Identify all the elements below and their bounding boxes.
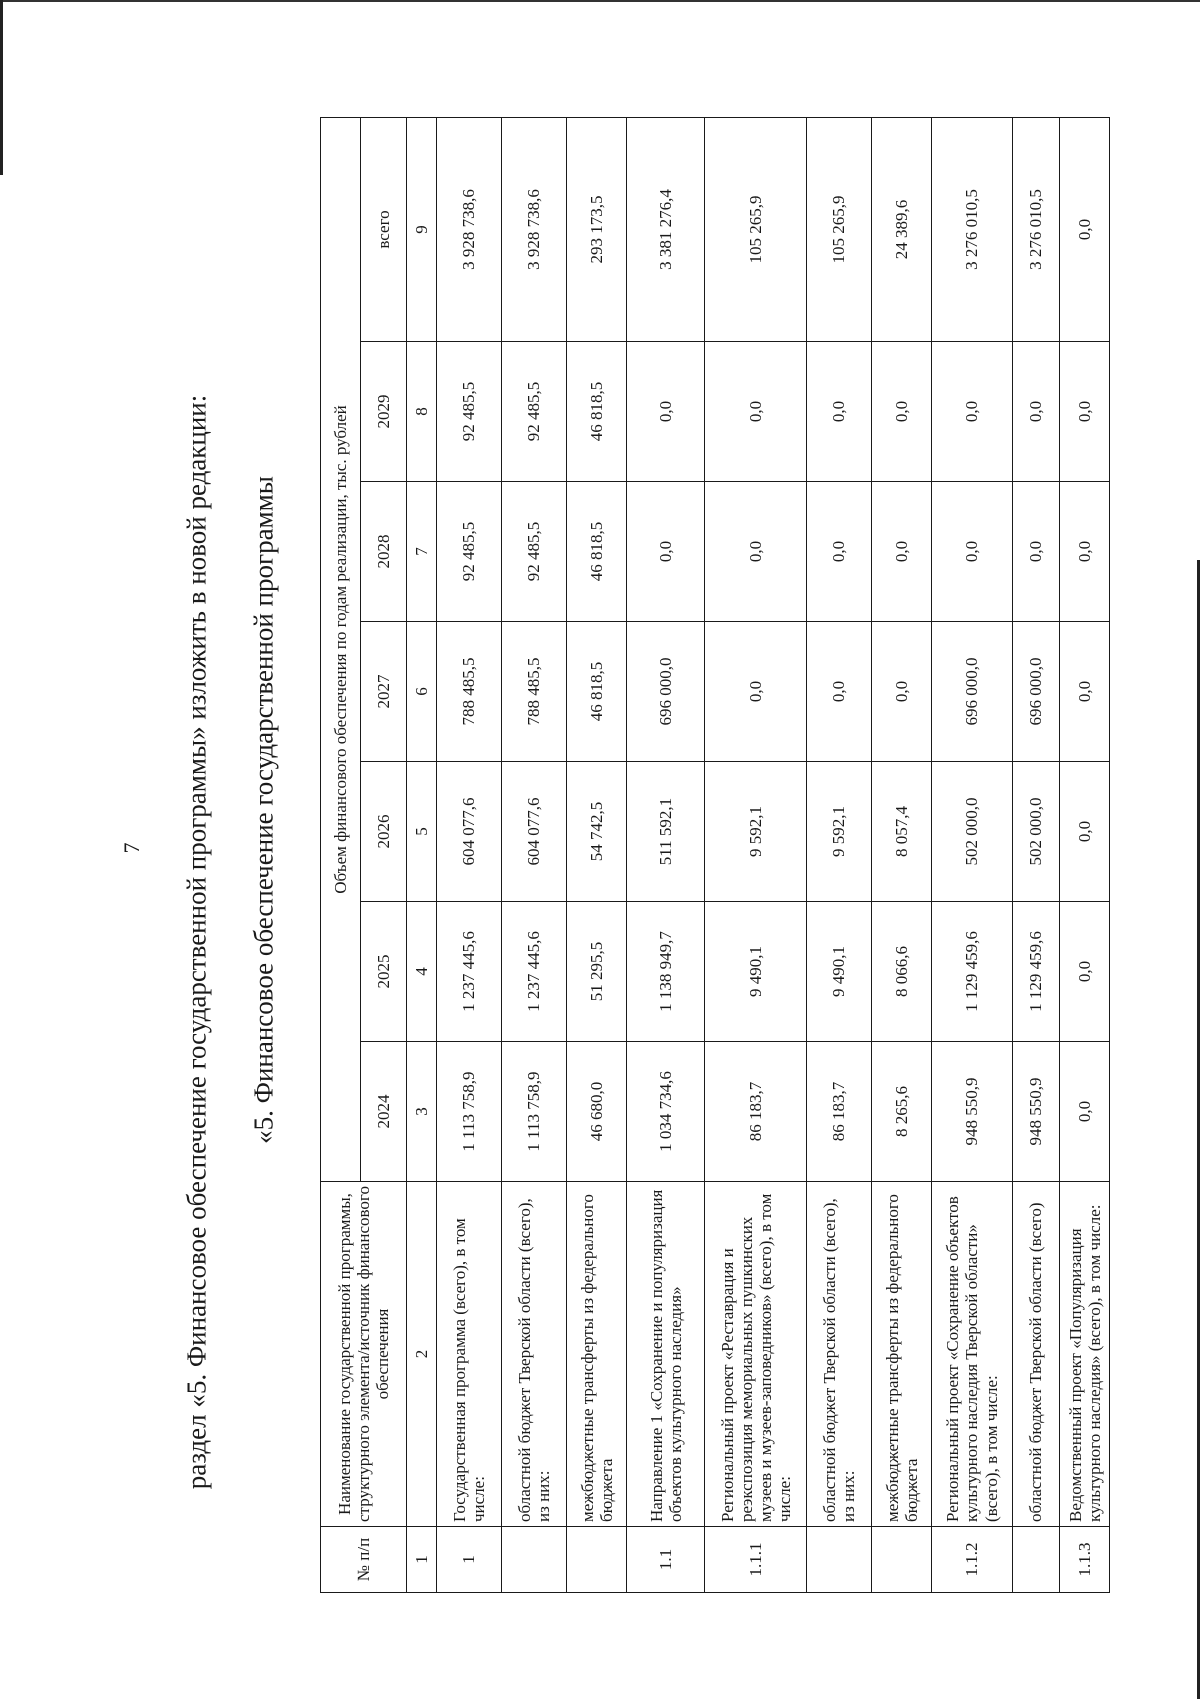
value-cell: 1 237 445,6 [501,902,566,1042]
value-cell: 0,0 [1060,622,1110,762]
value-cell: 3 276 010,5 [932,117,1012,341]
table-row [566,117,627,1592]
value-cell: 0,0 [627,482,705,622]
value-cell: 92 485,5 [437,342,502,482]
row-number-cell [501,1527,566,1593]
value-cell: 46 818,5 [566,622,627,762]
value-cell: 604 077,6 [437,762,502,902]
value-cell: 0,0 [1012,482,1060,622]
value-cell: 0,0 [627,342,705,482]
value-cell: 0,0 [871,342,932,482]
value-cell: 0,0 [1060,482,1110,622]
value-cell: 0,0 [705,622,807,762]
value-cell: 0,0 [871,622,932,762]
page-number: 7 [119,842,144,854]
value-cell: 788 485,5 [437,622,502,762]
value-cell: 8 066,6 [871,902,932,1042]
value-cell: 46 818,5 [566,342,627,482]
table-row [871,117,932,1592]
value-cell: 502 000,0 [1012,762,1060,902]
value-cell: 1 034 734,6 [627,1042,705,1182]
value-cell: 1 113 758,9 [501,1042,566,1182]
row-number-cell [1012,1527,1060,1593]
value-cell: 0,0 [871,482,932,622]
year-header: всего [361,117,407,341]
year-header: 2028 [361,482,407,622]
row-number-cell: 1.1 [627,1527,705,1593]
section-title: «5. Финансовое обеспечение государственной программы [248,476,279,1144]
value-cell: 0,0 [932,342,1012,482]
financing-table-container [320,118,1110,1593]
value-cell: 8 265,6 [871,1042,932,1182]
table-row [932,117,1012,1592]
column-index-cell: 4 [407,902,437,1042]
column-index-cell: 3 [407,1042,437,1182]
value-cell: 0,0 [1060,902,1110,1042]
row-name-cell: Региональный проект «Сохранение объектов культурного наследия Тверской области» (всего), в том числе: [932,1182,1012,1527]
header-financing-volume: Объем финансового обеспечения по годам реализации, тыс. рублей [321,117,361,1181]
scan-edge-top [0,0,1200,2]
value-cell: 9 490,1 [705,902,807,1042]
row-name-cell: областной бюджет Тверской области (всего), из них: [501,1182,566,1527]
value-cell: 92 485,5 [501,482,566,622]
value-cell: 9 490,1 [806,902,871,1042]
column-index-cell: 8 [407,342,437,482]
value-cell: 1 113 758,9 [437,1042,502,1182]
value-cell: 0,0 [1060,117,1110,341]
value-cell: 1 129 459,6 [1012,902,1060,1042]
value-cell: 3 928 738,6 [501,117,566,341]
row-number-cell [806,1527,871,1593]
row-name-cell: Ведомственный проект «Популяризация культурного наследия» (всего), в том числе: [1060,1182,1110,1527]
year-header: 2025 [361,902,407,1042]
row-number-cell [566,1527,627,1593]
header-number: № п/п [321,1527,407,1593]
row-name-cell: Региональный проект «Реставрация и реэкспозиция мемориальных пушкинских музеев и музеев-заповедников» (всего), в том числе: [705,1182,807,1527]
value-cell: 502 000,0 [932,762,1012,902]
table-row [705,117,807,1592]
table-row [627,117,705,1592]
value-cell: 948 550,9 [932,1042,1012,1182]
value-cell: 696 000,0 [1012,622,1060,762]
value-cell: 696 000,0 [627,622,705,762]
row-name-cell: межбюджетные трансферты из федерального бюджета [871,1182,932,1527]
value-cell: 0,0 [1060,342,1110,482]
value-cell: 0,0 [806,622,871,762]
value-cell: 1 138 949,7 [627,902,705,1042]
value-cell: 293 173,5 [566,117,627,341]
column-index-cell: 6 [407,622,437,762]
value-cell: 92 485,5 [437,482,502,622]
value-cell: 105 265,9 [705,117,807,341]
value-cell: 788 485,5 [501,622,566,762]
value-cell: 0,0 [705,342,807,482]
header-name: Наименование государственной программы, структурного элемента/источник финансового обеспечения [321,1182,407,1527]
value-cell: 1 129 459,6 [932,902,1012,1042]
value-cell: 696 000,0 [932,622,1012,762]
value-cell: 0,0 [806,342,871,482]
value-cell: 0,0 [1012,342,1060,482]
row-number-cell: 1 [437,1527,502,1593]
scan-edge-left [0,0,3,175]
row-name-cell: областной бюджет Тверской области (всего) [1012,1182,1060,1527]
value-cell: 604 077,6 [501,762,566,902]
value-cell: 1 237 445,6 [437,902,502,1042]
value-cell: 92 485,5 [501,342,566,482]
value-cell: 0,0 [1060,762,1110,902]
value-cell: 0,0 [806,482,871,622]
value-cell: 105 265,9 [806,117,871,341]
value-cell: 51 295,5 [566,902,627,1042]
table-row [806,117,871,1592]
table-row [501,117,566,1592]
value-cell: 948 550,9 [1012,1042,1060,1182]
column-index-cell: 7 [407,482,437,622]
value-cell: 86 183,7 [806,1042,871,1182]
row-number-cell [871,1527,932,1593]
column-index-cell: 9 [407,117,437,341]
row-name-cell: межбюджетные трансферты из федерального бюджета [566,1182,627,1527]
year-header: 2024 [361,1042,407,1182]
column-index-cell: 2 [407,1182,437,1527]
row-number-cell: 1.1.3 [1060,1527,1110,1593]
value-cell: 3 276 010,5 [1012,117,1060,341]
row-name-cell: Государственная программа (всего), в том числе: [437,1182,502,1527]
value-cell: 3 928 738,6 [437,117,502,341]
table-row [1012,117,1060,1592]
row-number-cell: 1.1.1 [705,1527,807,1593]
intro-text: раздел «5. Финансовое обеспечение государственной программы» изложить в новой редакции: [181,394,212,1490]
value-cell: 0,0 [1060,1042,1110,1182]
row-name-cell: областной бюджет Тверской области (всего), из них: [806,1182,871,1527]
value-cell: 86 183,7 [705,1042,807,1182]
value-cell: 8 057,4 [871,762,932,902]
column-index-cell: 1 [407,1527,437,1593]
row-number-cell: 1.1.2 [932,1527,1012,1593]
table-row [1060,117,1110,1592]
column-index-cell: 5 [407,762,437,902]
table-row [437,117,502,1592]
value-cell: 3 381 276,4 [627,117,705,341]
value-cell: 0,0 [705,482,807,622]
row-name-cell: Направление 1 «Сохранение и популяризация объектов культурного наследия» [627,1182,705,1527]
year-header: 2027 [361,622,407,762]
year-header: 2026 [361,762,407,902]
value-cell: 511 592,1 [627,762,705,902]
value-cell: 46 680,0 [566,1042,627,1182]
financing-table [320,117,1110,1593]
value-cell: 0,0 [932,482,1012,622]
value-cell: 9 592,1 [705,762,807,902]
value-cell: 9 592,1 [806,762,871,902]
value-cell: 24 389,6 [871,117,932,341]
value-cell: 54 742,5 [566,762,627,902]
year-header: 2029 [361,342,407,482]
value-cell: 46 818,5 [566,482,627,622]
